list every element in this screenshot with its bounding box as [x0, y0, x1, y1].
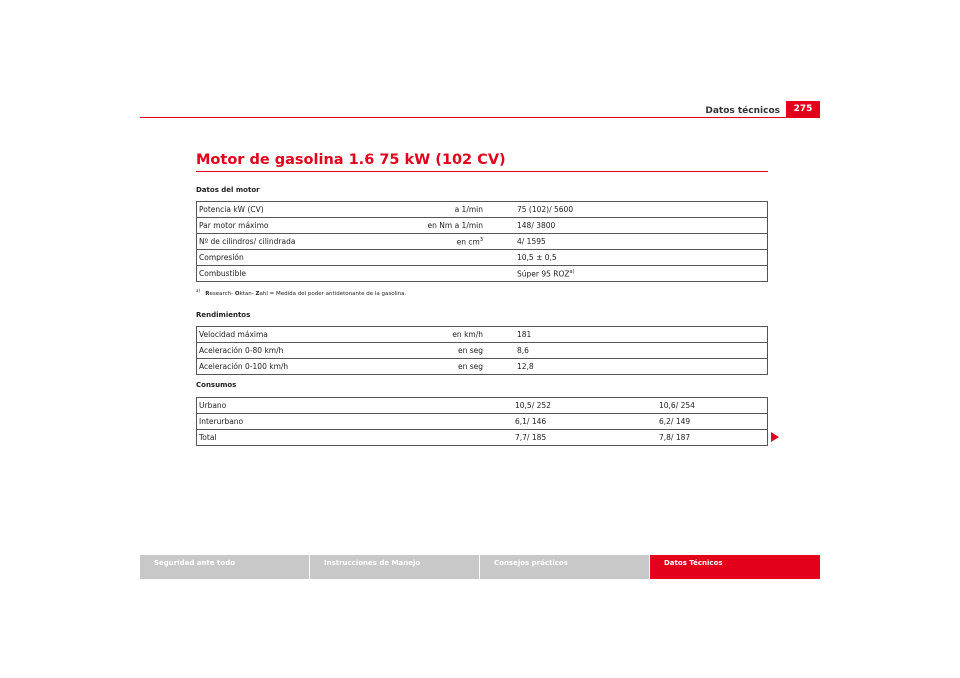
row-label: Compresión [197, 250, 392, 266]
row-unit [391, 250, 487, 266]
table-row [197, 398, 768, 414]
row-unit: en Nm a 1/min [391, 218, 487, 234]
row-label: Interurbano [197, 414, 486, 430]
table-row [197, 250, 768, 266]
footer-tab-seguridad[interactable]: Seguridad ante todo [140, 555, 309, 579]
row-value: 4/ 1595 [487, 234, 768, 250]
table-row [197, 343, 768, 359]
table-row [197, 202, 768, 218]
row-value-1: 7,7/ 185 [485, 430, 629, 446]
row-label: Combustible [197, 266, 392, 282]
row-label: Urbano [197, 398, 486, 414]
table-row [197, 218, 768, 234]
row-label: Velocidad máxima [197, 327, 392, 343]
row-value-2: 6,2/ 149 [629, 414, 768, 430]
row-label: Nº de cilindros/ cilindrada [197, 234, 392, 250]
title-rule [196, 171, 768, 172]
footnote: $^{a)}$ Research- Oktan- Zahl = Medida del poder antidetonante de la gasolina. [196, 288, 407, 297]
table-row [197, 430, 768, 446]
table-row [197, 234, 768, 250]
footer-tab-consejos[interactable]: Consejos prácticos [480, 555, 649, 579]
row-label: Potencia kW (CV) [197, 202, 392, 218]
footnote-mark: a) [196, 288, 201, 293]
rendimientos-heading: Rendimientos [196, 311, 251, 319]
row-value-1: 6,1/ 146 [485, 414, 629, 430]
unit-superscript: 3 [479, 236, 483, 243]
row-label: Aceleración 0-100 km/h [197, 359, 392, 375]
row-unit: en $cm^3$ [391, 234, 487, 250]
row-unit: en km/h [391, 327, 487, 343]
footer-tab-instrucciones[interactable]: Instrucciones de Manejo [310, 555, 479, 579]
motor-table [196, 201, 768, 282]
row-value: 181 [487, 327, 768, 343]
row-unit: en seg [391, 343, 487, 359]
row-value: 75 (102)/ 5600 [487, 202, 768, 218]
page-title: Motor de gasolina 1.6 75 kW (102 CV) [196, 152, 506, 168]
consumos-heading: Consumos [196, 381, 237, 389]
row-value-1: 10,5/ 252 [485, 398, 629, 414]
row-value: 12,8 [487, 359, 768, 375]
table-row [197, 266, 768, 282]
row-value: 10,5 ± 0,5 [487, 250, 768, 266]
row-value: Súper 95 ROZ$^{a)}$ [487, 266, 768, 282]
row-label: Aceleración 0-80 km/h [197, 343, 392, 359]
row-unit [391, 266, 487, 282]
table-row [197, 359, 768, 375]
next-page-arrow-icon[interactable] [771, 432, 779, 442]
row-value: 148/ 3800 [487, 218, 768, 234]
page-number: 275 [786, 101, 820, 118]
row-label: Par motor máximo [197, 218, 392, 234]
consumos-table [196, 397, 768, 446]
row-value-2: 7,8/ 187 [629, 430, 768, 446]
row-value-2: 10,6/ 254 [629, 398, 768, 414]
footer-tab-datos-tecnicos[interactable]: Datos Técnicos [650, 555, 820, 579]
footnote-ref: a) [569, 268, 575, 275]
motor-heading: Datos del motor [196, 186, 260, 194]
table-row [197, 414, 768, 430]
header-rule [140, 117, 820, 118]
row-value: 8,6 [487, 343, 768, 359]
rendimientos-table [196, 326, 768, 375]
table-row [197, 327, 768, 343]
row-unit: en seg [391, 359, 487, 375]
row-unit: a 1/min [391, 202, 487, 218]
row-label: Total [197, 430, 486, 446]
section-title: Datos técnicos [705, 106, 780, 116]
